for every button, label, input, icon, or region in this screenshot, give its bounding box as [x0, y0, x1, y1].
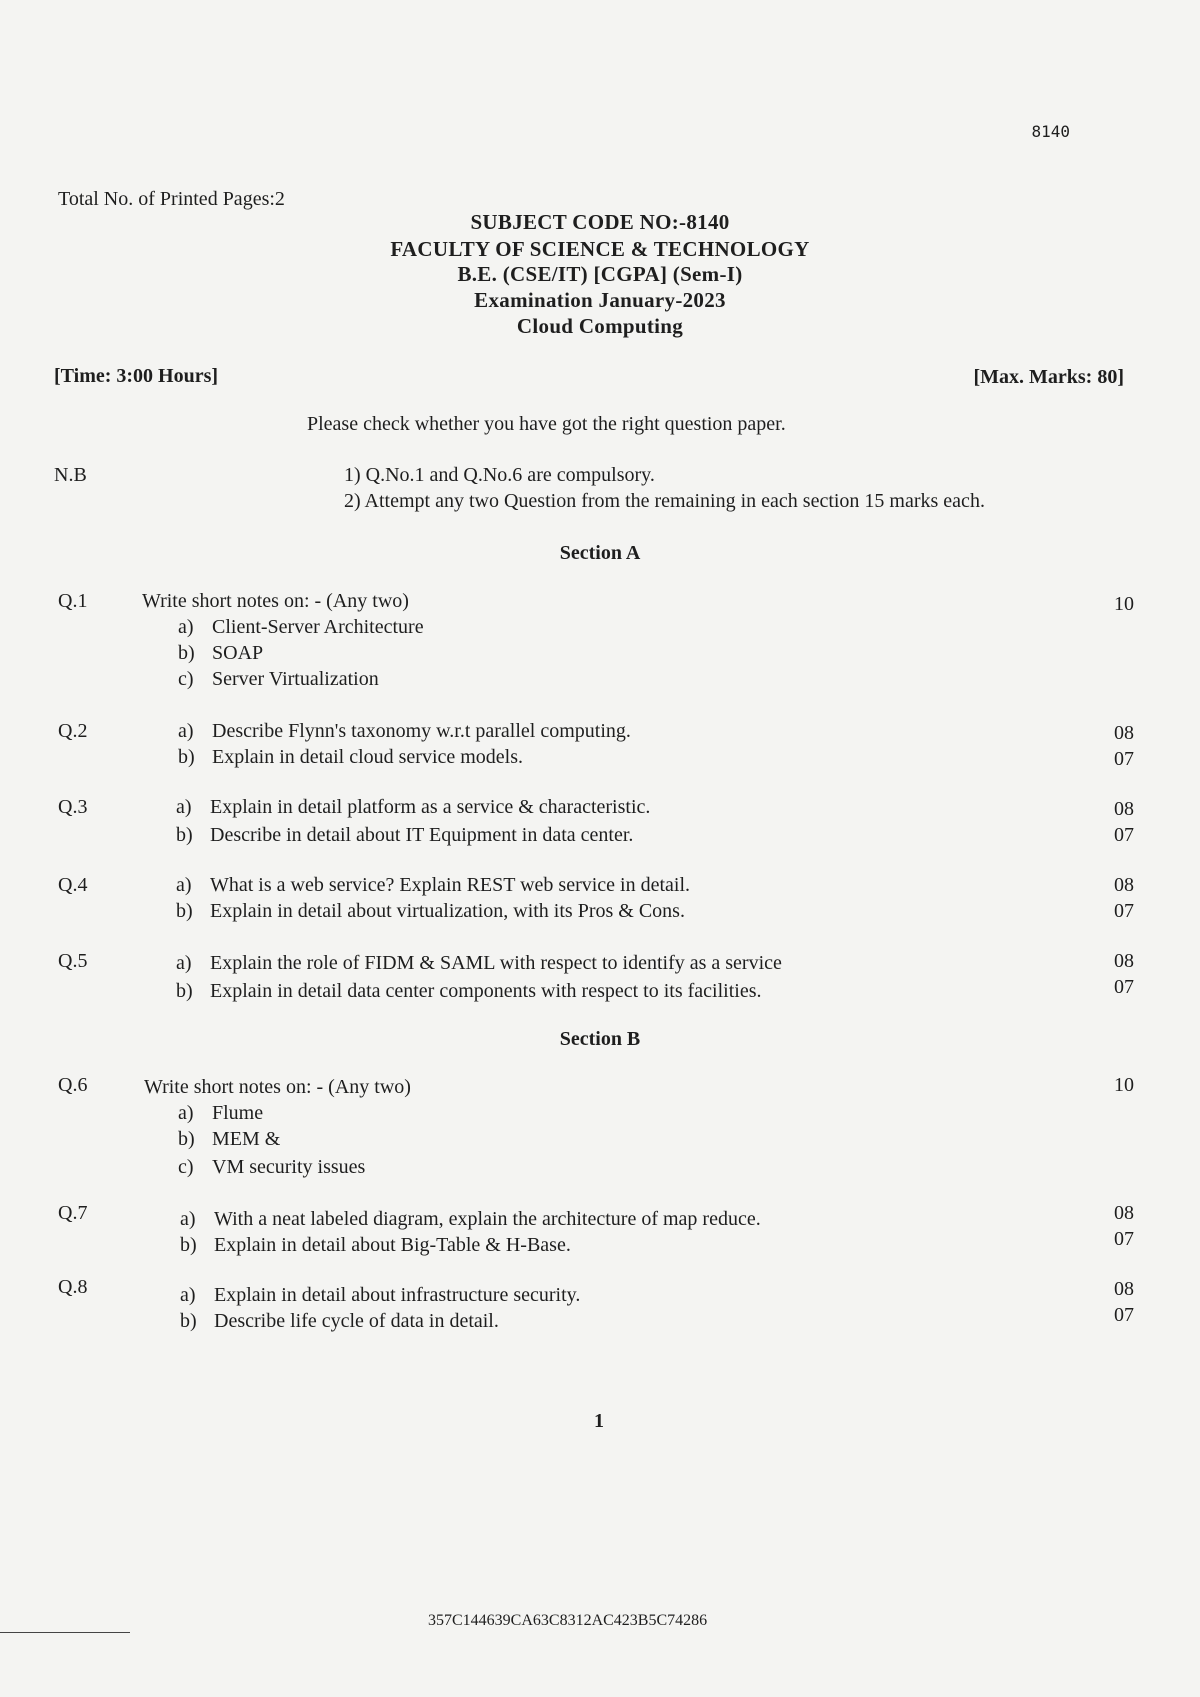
part-marks: 08	[1114, 1202, 1134, 1224]
part-text: SOAP	[212, 642, 264, 664]
part-label: a)	[180, 1208, 196, 1230]
part-label: b)	[176, 980, 193, 1002]
subject-code: SUBJECT CODE NO:-8140	[470, 210, 730, 234]
question-stem: Write short notes on: - (Any two)	[142, 590, 409, 612]
question-part	[176, 980, 762, 1003]
question-part	[176, 900, 685, 923]
question-number: Q.1	[58, 590, 88, 612]
part-label: b)	[180, 1234, 197, 1256]
part-marks: 08	[1114, 1278, 1134, 1300]
nb-item-2: 2) Attempt any two Question from the remaining in each section 15 marks each.	[344, 490, 985, 512]
part-marks: 07	[1114, 1228, 1134, 1250]
part-text: Client-Server Architecture	[212, 616, 424, 638]
time-duration: [Time: 3:00 Hours]	[54, 365, 219, 387]
part-label: c)	[178, 668, 194, 690]
question-number: Q.4	[58, 874, 88, 896]
question-part	[180, 1208, 761, 1231]
question-number: Q.3	[58, 796, 88, 818]
footer-hash: 357C144639CA63C8312AC423B5C74286	[428, 1612, 708, 1629]
part-marks: 07	[1114, 900, 1134, 922]
part-label: c)	[178, 1156, 194, 1178]
part-marks: 08	[1114, 798, 1134, 820]
part-text: MEM &	[212, 1128, 281, 1150]
nb-item-1: 1) Q.No.1 and Q.No.6 are compulsory.	[344, 464, 655, 486]
part-label: a)	[178, 720, 194, 742]
section-a-heading: Section A	[559, 542, 641, 564]
question-part	[178, 1128, 280, 1151]
part-label: a)	[176, 874, 192, 896]
question-part	[178, 668, 379, 691]
part-label: b)	[176, 900, 193, 922]
check-notice: Please check whether you have got the right question paper.	[307, 413, 786, 435]
part-text: Describe Flynn's taxonomy w.r.t parallel computing.	[212, 720, 631, 742]
part-text: Explain in detail about Big-Table & H-Base.	[214, 1234, 571, 1256]
question-part	[180, 1284, 580, 1307]
part-text: Explain in detail about virtualization, with its Pros & Cons.	[210, 900, 685, 922]
part-marks: 08	[1114, 950, 1134, 972]
question-number: Q.8	[58, 1276, 88, 1298]
part-label: a)	[176, 796, 192, 818]
part-text: With a neat labeled diagram, explain the architecture of map reduce.	[214, 1208, 761, 1230]
question-number: Q.7	[58, 1202, 88, 1224]
question-part	[176, 824, 633, 847]
part-label: b)	[180, 1310, 197, 1332]
section-b-heading: Section B	[559, 1028, 641, 1050]
question-stem: Write short notes on: - (Any two)	[144, 1076, 411, 1098]
question-part	[178, 616, 424, 639]
part-text: VM security issues	[212, 1156, 366, 1178]
exam-title: Examination January-2023	[474, 288, 726, 312]
part-marks: 07	[1114, 824, 1134, 846]
part-marks: 08	[1114, 874, 1134, 896]
question-marks: 10	[1114, 593, 1134, 615]
question-part	[180, 1310, 499, 1333]
question-part	[176, 952, 782, 975]
part-label: a)	[176, 952, 192, 974]
part-label: b)	[176, 824, 193, 846]
part-text: What is a web service? Explain REST web service in detail.	[210, 874, 691, 896]
part-text: Explain in detail data center components with respect to its facilities.	[210, 980, 762, 1002]
nb-label: N.B	[54, 464, 87, 486]
part-text: Explain the role of FIDM & SAML with respect to identify as a service	[210, 952, 782, 974]
course: B.E. (CSE/IT) [CGPA] (Sem-I)	[457, 262, 743, 286]
part-text: Explain in detail about infrastructure security.	[214, 1284, 581, 1306]
part-label: b)	[178, 1128, 195, 1150]
page-code-top: 8140	[1031, 122, 1070, 141]
part-text: Explain in detail platform as a service & characteristic.	[210, 796, 651, 818]
part-marks: 08	[1114, 722, 1134, 744]
part-marks: 07	[1114, 976, 1134, 998]
question-part	[178, 746, 523, 769]
question-part	[176, 796, 650, 819]
part-text: Flume	[212, 1102, 264, 1124]
part-label: a)	[178, 1102, 194, 1124]
part-marks: 07	[1114, 748, 1134, 770]
question-part	[176, 874, 690, 897]
footer-rule	[0, 1632, 130, 1633]
part-label: b)	[178, 746, 195, 768]
part-label: a)	[178, 616, 194, 638]
part-marks: 07	[1114, 1304, 1134, 1326]
max-marks: [Max. Marks: 80]	[973, 366, 1124, 388]
part-text: Describe life cycle of data in detail.	[214, 1310, 499, 1332]
subject-name: Cloud Computing	[516, 314, 684, 338]
question-marks: 10	[1114, 1074, 1134, 1096]
faculty: FACULTY OF SCIENCE & TECHNOLOGY	[390, 237, 810, 261]
part-text: Explain in detail cloud service models.	[212, 746, 524, 768]
question-part	[178, 1102, 263, 1125]
question-part	[180, 1234, 571, 1257]
question-number: Q.2	[58, 720, 88, 742]
question-part	[178, 642, 263, 665]
part-text: Server Virtualization	[212, 668, 379, 690]
question-number: Q.5	[58, 950, 88, 972]
question-part	[178, 1156, 365, 1179]
part-label: b)	[178, 642, 195, 664]
part-label: a)	[180, 1284, 196, 1306]
question-part	[178, 720, 631, 743]
question-number: Q.6	[58, 1074, 88, 1096]
page-number: 1	[594, 1410, 604, 1432]
part-text: Describe in detail about IT Equipment in data center.	[210, 824, 634, 846]
printed-pages: Total No. of Printed Pages:2	[58, 188, 285, 210]
